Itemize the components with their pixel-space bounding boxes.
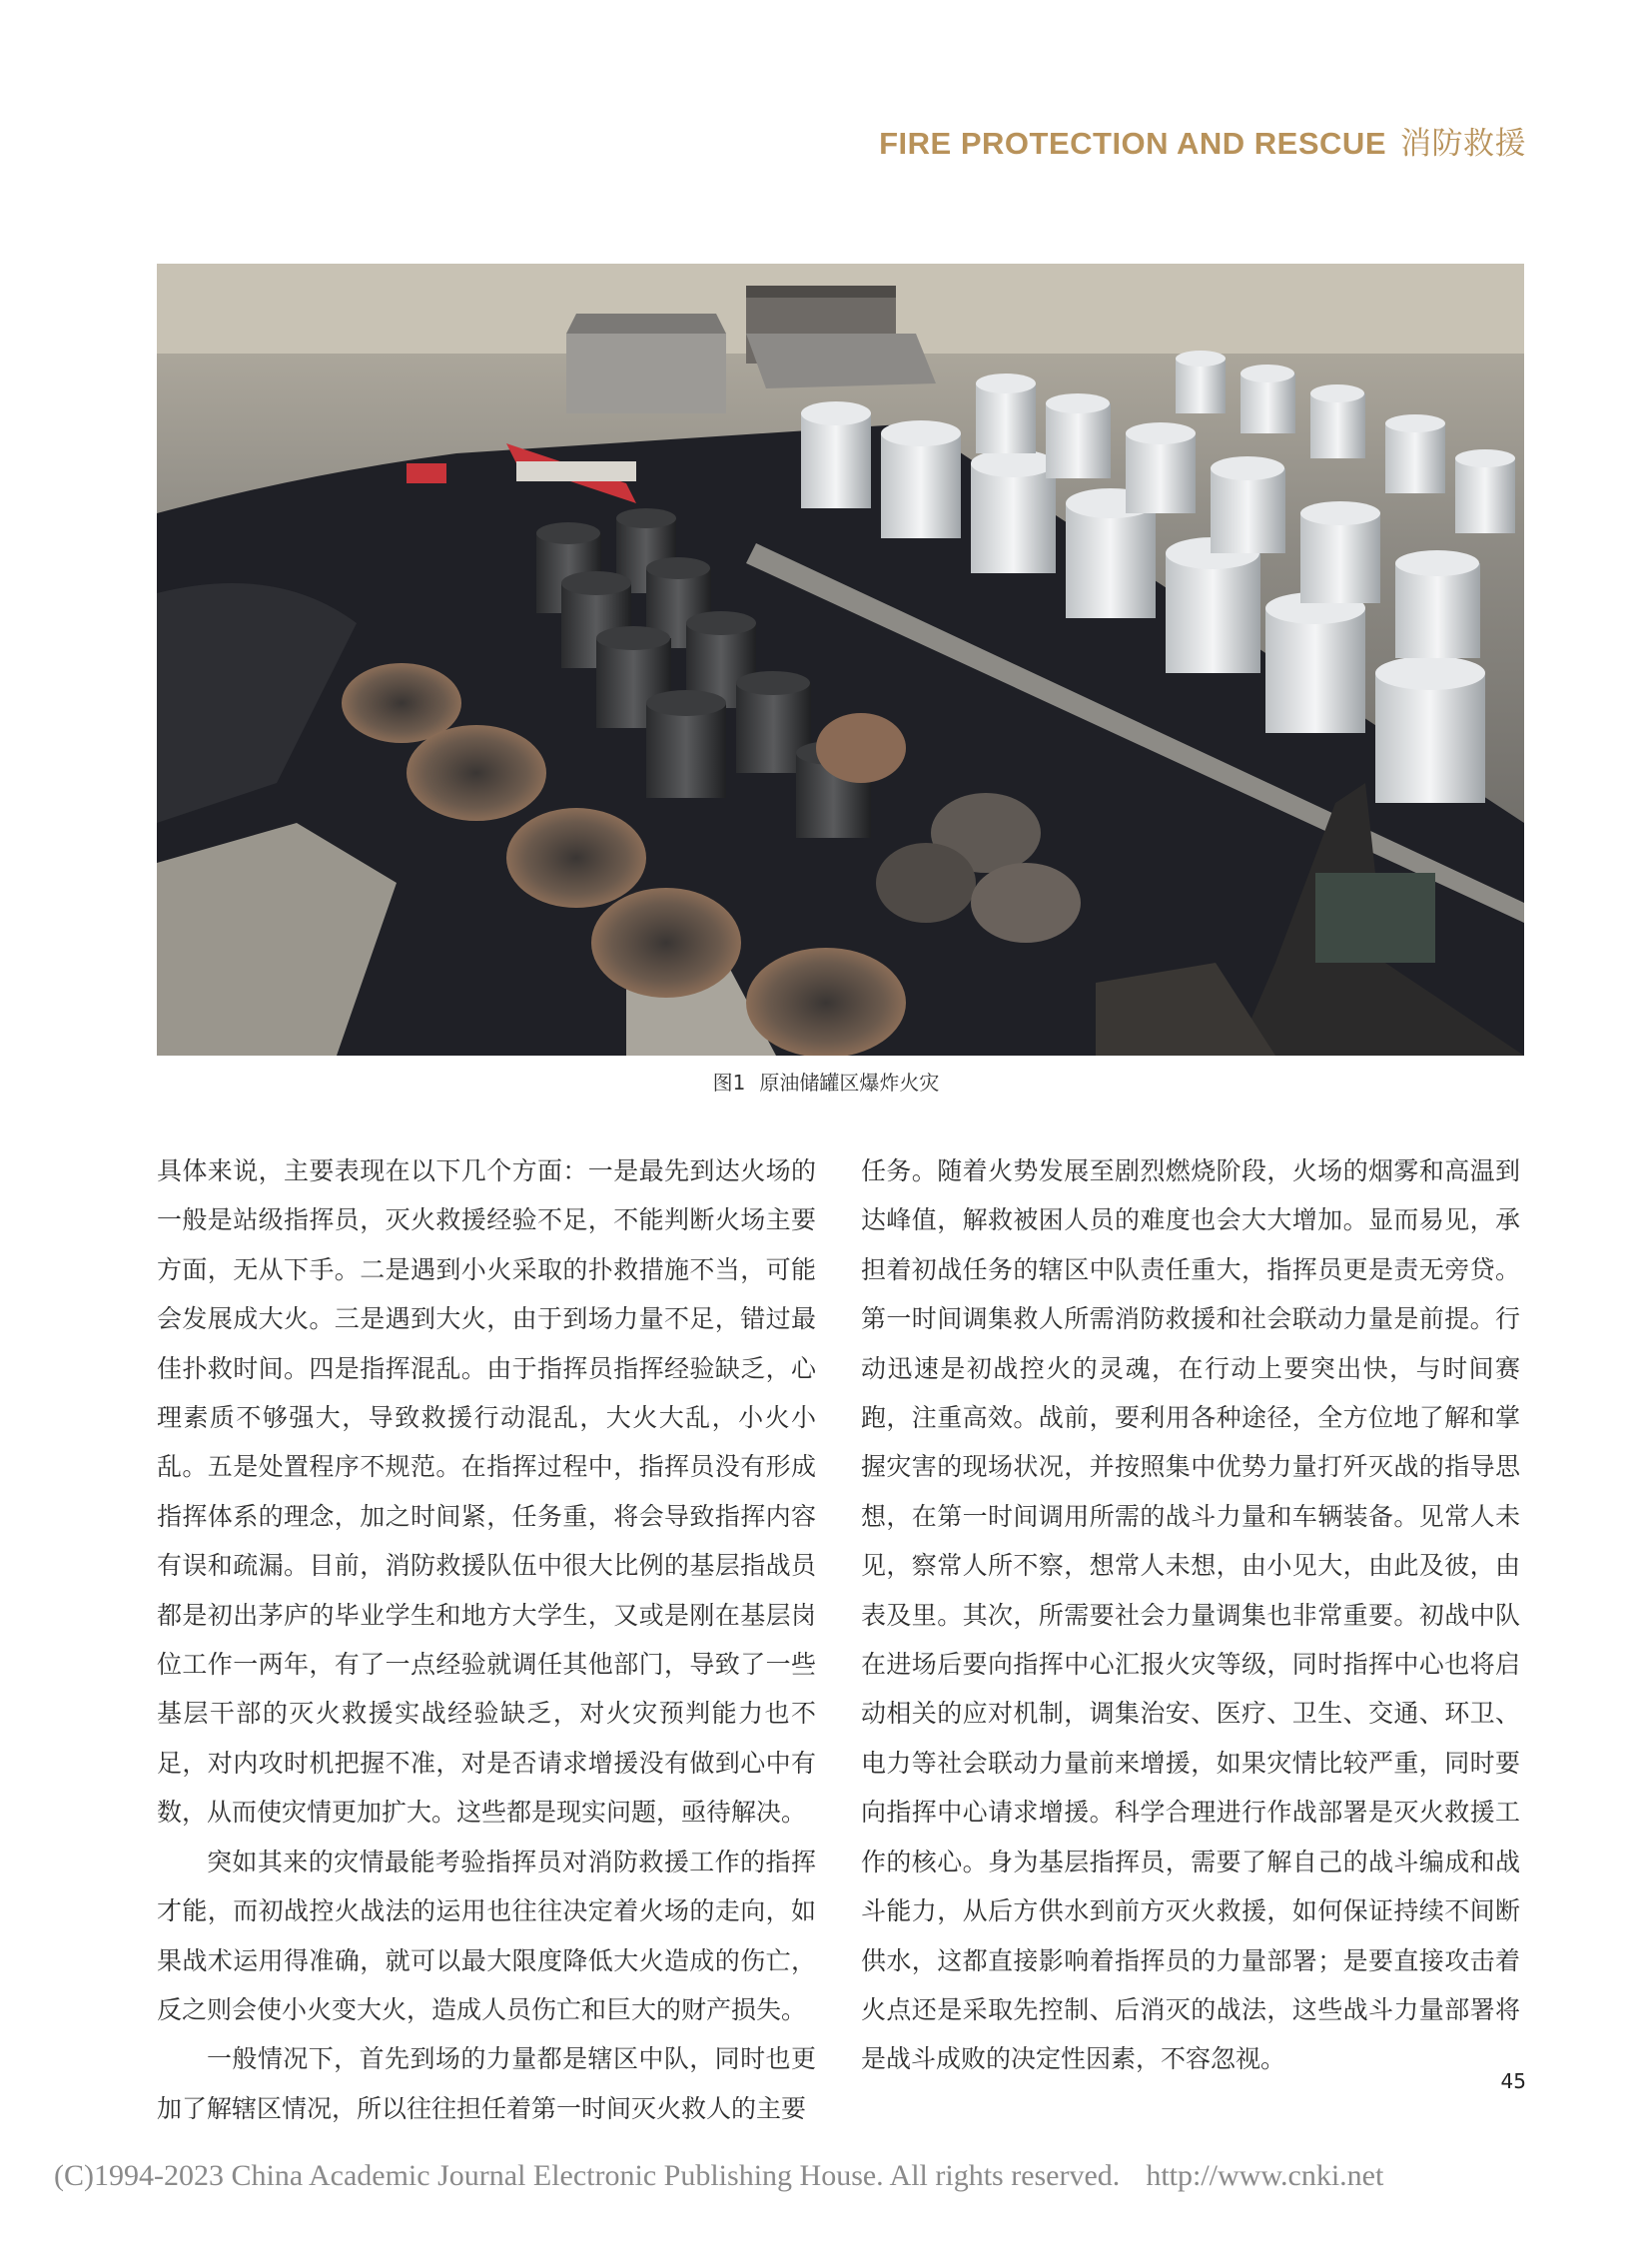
footer-url: http://www.cnki.net [1146, 2159, 1384, 2192]
figure-number: 图1 [712, 1071, 746, 1095]
figure-photo-oil-tank-fire [157, 264, 1524, 1056]
aerial-photo-illustration [157, 264, 1524, 1056]
copyright-footer [54, 2159, 1383, 2193]
figure-caption-text: 原油储罐区爆炸火灾 [759, 1071, 940, 1095]
text-column-right [861, 1146, 1520, 2084]
copyright-text: (C)1994-2023 China Academic Journal Electronic Publishing House. All rights reserved. [54, 2159, 1121, 2192]
paragraph: 任务。随着火势发展至剧烈燃烧阶段，火场的烟雾和高温到达峰值，解救被困人员的难度也会大大增加。显而易见，承担着初战任务的辖区中队责任重大，指挥员更是责无旁贷。第一时间调集救人所需消防救援和社会联动力量是前提。行动迅速是初战控火的灵魂，在行动上要突出快，与时间赛跑，注重高效。战前，要利用各种途径，全方位地了解和掌握灾害的现场状况，并按照集中优势力量打歼灭战的指导思想，在第一时间调用所需的战斗力量和车辆装备。见常人未见，察常人所不察，想常人未想，由小见大，由此及彼，由表及里。其次，所需要社会力量调集也非常重要。初战中队在进场后要向指挥中心汇报火灾等级，同时指挥中心也将启动相关的应对机制，调集治安、医疗、卫生、交通、环卫、电力等社会联动力量前来增援，如果灾情比较严重，同时要向指挥中心请求增援。科学合理进行作战部署是灭火救援工作的核心。身为基层指挥员，需要了解自己的战斗编成和战斗能力，从后方供水到前方灭火救援，如何保证持续不间断供水，这都直接影响着指挥员的力量部署；是要直接攻击着火点还是采取先控制、后消灭的战法，这些战斗力量部署将是战斗成败的决定性因素，不容忽视。 [861, 1156, 1520, 2074]
section-title-english: FIRE PROTECTION AND RESCUE [879, 126, 1386, 161]
paragraph: 突如其来的灾情最能考验指挥员对消防救援工作的指挥才能，而初战控火战法的运用也往往决定着火场的走向，如果战术运用得准确，就可以最大限度降低大火造成的伤亡，反之则会使小火变大火，造成人员伤亡和巨大的财产损失。 [157, 1847, 816, 2024]
text-column-left [157, 1146, 816, 2133]
figure-caption [0, 1067, 1652, 1096]
paragraph: 具体来说，主要表现在以下几个方面：一是最先到达火场的一般是站级指挥员，灭火救援经验不足，不能判断火场主要方面，无从下手。二是遇到小火采取的扑救措施不当，可能会发展成大火。三是遇到大火，由于到场力量不足，错过最佳扑救时间。四是指挥混乱。由于指挥员指挥经验缺乏，心理素质不够强大，导致救援行动混乱，大火大乱，小火小乱。五是处置程序不规范。在指挥过程中，指挥员没有形成指挥体系的理念，加之时间紧，任务重，将会导致指挥内容有误和疏漏。目前，消防救援队伍中很大比例的基层指战员都是初出茅庐的毕业学生和地方大学生，又或是刚在基层岗位工作一两年，有了一点经验就调任其他部门，导致了一些基层干部的灭火救援实战经验缺乏，对火灾预判能力也不足，对内攻时机把握不准，对是否请求增援没有做到心中有数，从而使灾情更加扩大。这些都是现实问题，亟待解决。 [157, 1156, 816, 1828]
journal-section-header [879, 118, 1526, 163]
section-title-chinese: 消防救援 [1400, 126, 1526, 161]
paragraph: 一般情况下，首先到场的力量都是辖区中队，同时也更加了解辖区情况，所以往往担任着第一时间灭火救人的主要 [157, 2044, 816, 2123]
page-number: 45 [1500, 2069, 1526, 2093]
